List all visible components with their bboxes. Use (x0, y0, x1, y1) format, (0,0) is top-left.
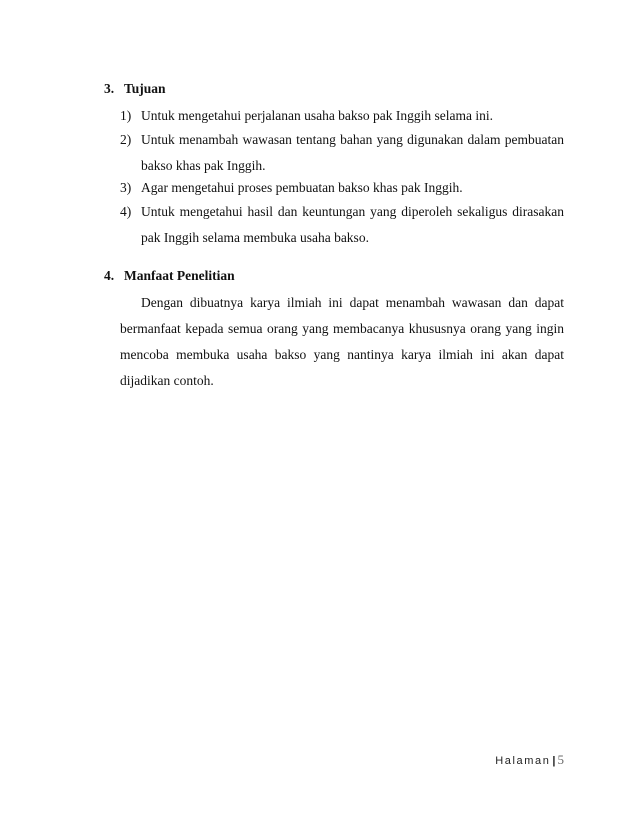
footer-separator: | (552, 755, 556, 767)
section-number: 4. (104, 268, 115, 283)
section-number: 3. (104, 81, 115, 96)
list-item (120, 175, 564, 201)
page-footer (495, 752, 564, 768)
footer-label: Halaman (495, 755, 551, 767)
section-heading-tujuan (104, 81, 166, 97)
list-item-text: Untuk menambah wawasan tentang bahan yang digunakan dalam pembuatan bakso khas pak Inggih. (141, 132, 564, 173)
list-item-text: Untuk mengetahui perjalanan usaha bakso pak Inggih selama ini. (141, 108, 494, 123)
list-item (120, 199, 564, 251)
page-number: 5 (557, 752, 564, 767)
section-title: Manfaat Penelitian (124, 268, 235, 283)
list-item (120, 127, 564, 179)
list-marker: 1) (120, 108, 132, 123)
list-item (120, 103, 564, 129)
list-item-text: Untuk mengetahui hasil dan keuntungan yang diperoleh sekaligus dirasakan pak Inggih selama membuka usaha bakso. (141, 204, 564, 245)
list-marker: 3) (120, 180, 132, 195)
section-heading-manfaat (104, 268, 235, 284)
list-item-text: Agar mengetahui proses pembuatan bakso khas pak Inggih. (141, 180, 463, 195)
section-title: Tujuan (124, 81, 166, 96)
body-paragraph: Dengan dibuatnya karya ilmiah ini dapat menambah wawasan dan dapat bermanfaat kepada semua orang yang membacanya khususnya orang yang ingin mencoba membuka usaha bakso yang nantinya karya ilmiah ini akan dapat dijadikan contoh. (120, 295, 564, 388)
list-marker: 4) (120, 204, 132, 219)
list-marker: 2) (120, 132, 132, 147)
